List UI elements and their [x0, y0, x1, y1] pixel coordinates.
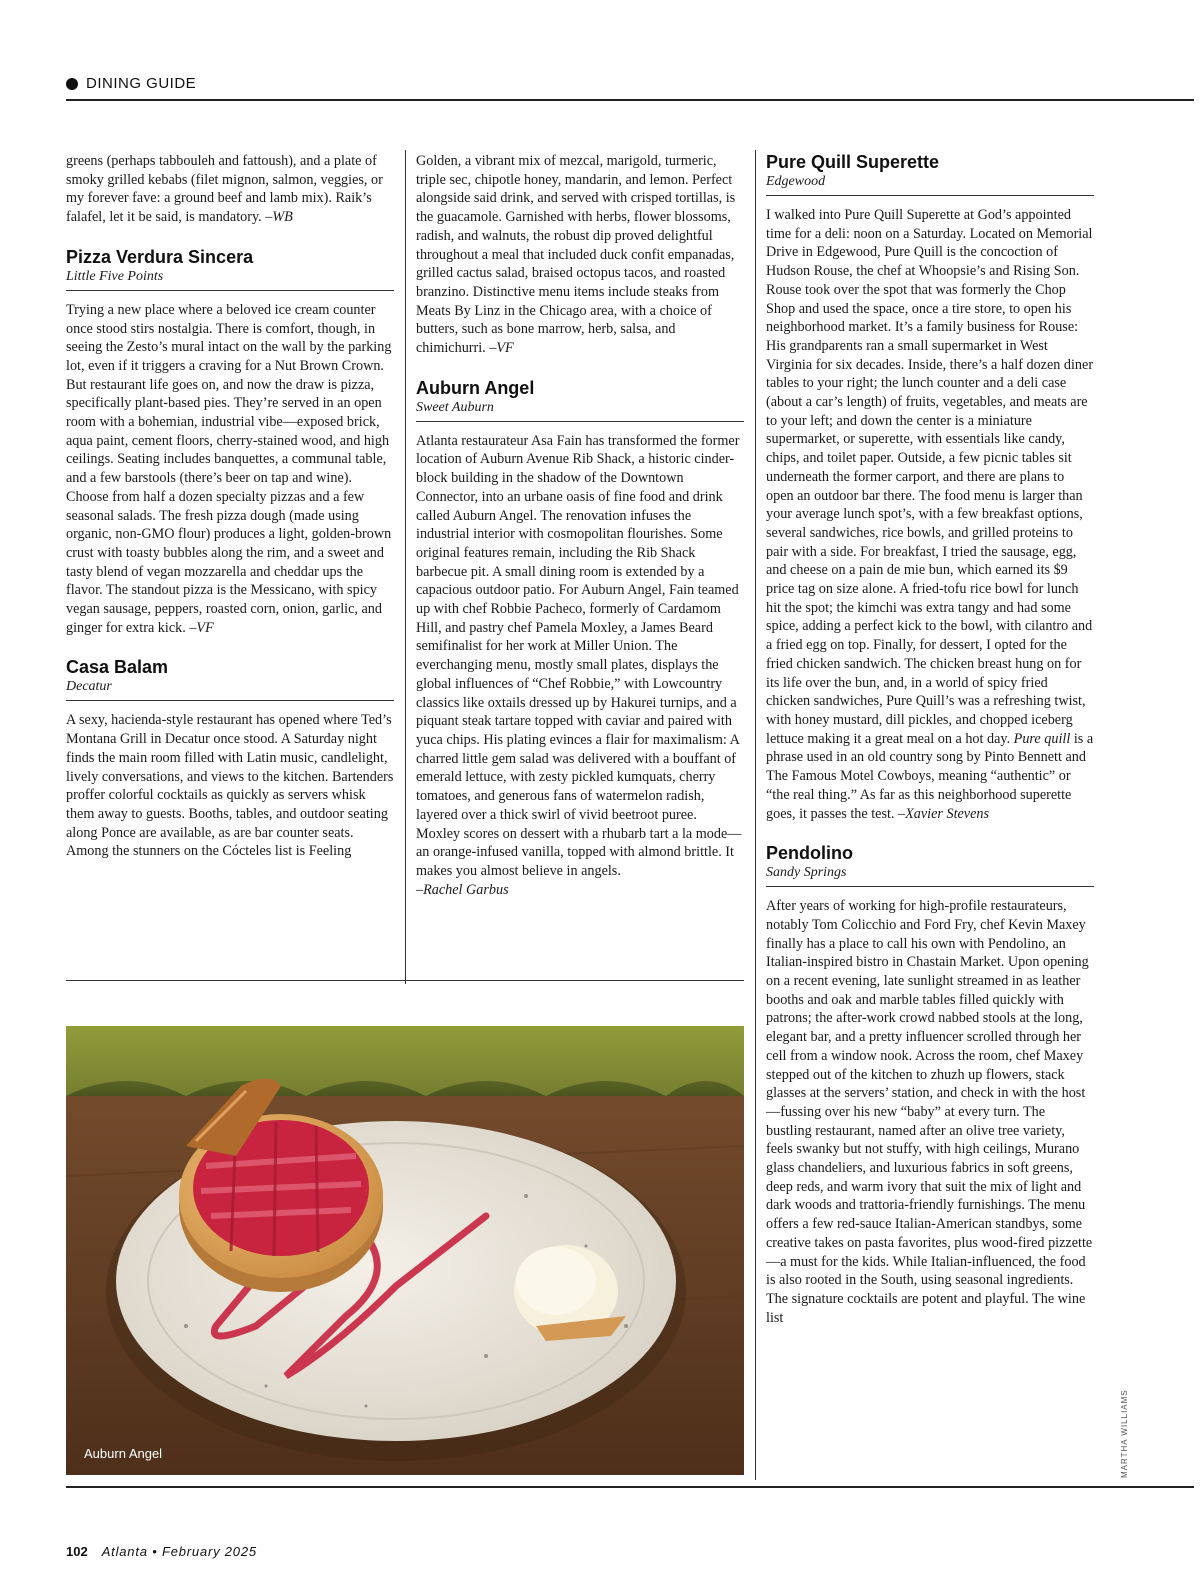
continued-text: greens (perhaps tabbouleh and fattoush), and a plate of smoky grilled kebabs (filet mignon, salmon, veggies, or my forever fave: a ground beef and lamb mix). Raik’s falafel, let it be said, is mandatory. –WB	[66, 153, 383, 226]
column-1	[66, 152, 394, 861]
section-header	[66, 74, 1194, 102]
column-divider-1	[405, 150, 406, 984]
review-body: A sexy, hacienda-style restaurant has opened where Ted’s Montana Grill in Decatur once stood. A Saturday night finds the main room filled with Latin music, candlelight, lively conversations, and views to the kitchen. Bartenders proffer colorful cocktails as quickly as servers whisk them away to guests. Booths, tables, and outdoor seating along Ponce are available, as are bar counter seats. Among the stunners on the Cócteles list is Feeling	[66, 712, 394, 860]
review-body: I walked into Pure Quill Superette at God’s appointed time for a deli: noon on a Saturday. Located on Memorial Drive in Edgewood, Pure Quill is the concoction of Hudson Rouse, the chef at Whoopsie’s and Rising Son. Rouse took over the spot that was formerly the Chop Shop and used the space, once a tire store, to open his neighborhood market. It’s a family business for Rouse: His grandparents ran a small supermarket in West Virginia for six decades. Inside, there’s a half dozen diner tables to your right; the lunch counter and a deli case (about a car’s length) of fruits, vegetables, and meats are to your left; and down the center is a miniature supermarket, or superette, with essentials like candy, chips, and toilet paper. Outside, a few picnic tables sit underneath the former carport, and there are plans to open an outdoor bar there. The food menu is larger than your average lunch spot’s, with a few breakfast options, several sandwiches, rice bowls, and grilled proteins to pair with a side. For breakfast, I tried the sausage, egg, and cheese on a pain de mie bun, which earned its $9 price tag on size alone. A fried-tofu rice bowl for lunch hit the spot; the kimchi was extra tangy and had some spice, adding a perfect kick to the bowl, with cilantro and a fried egg on top. Finally, for dessert, I opted for the fried chicken sandwich. The chicken breast hung on for its life over the bun, and, in a world of spicy fried chicken sandwiches, Pure Quill’s was a refreshing twist, with honey mustard, dill pickles, and chopped iceberg lettuce making it a great meal on a hot day. Pure quill is a phrase used in an old country song by Pinto Bennett and The Famous Motel Cowboys, meaning “authentic” or “the real thing.” As far as this neighborhood superette goes, it passes the test. –Xavier Stevens	[766, 207, 1094, 822]
restaurant-name: Casa Balam	[66, 657, 169, 678]
review-body: Atlanta restaurateur Asa Fain has transformed the former location of Auburn Avenue Rib Shack, a historic cinder-block building in the shadow of the Downtown Connector, into an urbane oasis of fine food and drink called Auburn Angel. The renovation infuses the industrial interior with cosmopolitan flourishes. Some original features remain, including the Rib Shack barbecue pit. A small dining room is extended by a capacious outdoor patio. For Auburn Angel, Fain teamed up with chef Robbie Pacheco, formerly of Cardamom Hill, and pastry chef Pamela Moxley, a James Beard semifinalist for her work at Miller Union. The everchanging menu, mostly small plates, displays the global influences of “Chef Robbie,” with Lowcountry classics like oxtails dressed up by Hakurei turnips, and a piquant steak tartare topped with caviar and paired with yuca chips. His plating evinces a flair for maximalism: A charred little gem salad was delivered with a bouffant of emerald lettuce, with zesty pickled kumquats, cherry tomatoes, and generous fans of watermelon radish, layered over a thick swirl of vivid beetroot puree. Moxley scores on dessert with a rhubarb tart a la mode—an orange-infused vanilla, topped with almond brittle. It makes you almost believe in angels. –Rachel Garbus	[416, 432, 742, 898]
folio	[66, 1544, 257, 1559]
dessert-photo	[66, 1026, 744, 1475]
restaurant-name: Pizza Verdura Sincera	[66, 246, 254, 267]
restaurant-location: Little Five Points	[66, 268, 164, 284]
rhubarb-tart-illustration	[66, 1026, 744, 1475]
restaurant-casa-balam	[66, 657, 394, 861]
footer-rule	[66, 1486, 1194, 1488]
photo-credit-text: MARTHA WILLIAMS	[1120, 1389, 1129, 1478]
restaurant-location: Sandy Springs	[766, 865, 847, 881]
section-title: DINING GUIDE	[86, 75, 197, 92]
section-rule	[766, 886, 1094, 887]
header-rule	[66, 99, 1194, 101]
restaurant-name: Auburn Angel	[416, 377, 535, 398]
section-rule	[66, 700, 394, 701]
restaurant-name: Pendolino	[766, 843, 853, 864]
page-number: 102	[66, 1544, 88, 1559]
text-bottom-rule	[66, 980, 744, 981]
italic-phrase: Pure quill	[1013, 730, 1071, 747]
restaurant-auburn-angel	[416, 378, 744, 900]
restaurant-pizza-verdura-sincera	[66, 247, 394, 638]
restaurant-pure-quill-superette	[766, 152, 1094, 823]
restaurant-location: Edgewood	[766, 174, 826, 189]
restaurant-location: Sweet Auburn	[416, 399, 494, 415]
publication-name: Atlanta • February 2025	[101, 1544, 257, 1559]
byline: –VF	[189, 619, 214, 636]
section-rule	[766, 195, 1094, 196]
bullet-icon	[66, 78, 78, 90]
column-3	[766, 152, 1094, 1327]
byline: –Rachel Garbus	[416, 881, 509, 898]
column-divider-2	[755, 150, 756, 1480]
byline: –Xavier Stevens	[898, 805, 990, 822]
restaurant-pendolino	[766, 843, 1094, 1327]
continued-text: Golden, a vibrant mix of mezcal, marigold, turmeric, triple sec, chipotle honey, mandarin, and lemon. Perfect alongside said drink, and served with crisped tortillas, is the guacamole. Garnished with herbs, flower blossoms, radish, and walnuts, the robust dip proved delightful throughout a meal that included duck confit empanadas, grilled cactus salad, braised octopus tacos, and roasted branzino. Distinctive menu items include steaks from Meats By Linz in the Chicago area, with a choice of butters, such as bone marrow, herb, salsa, and chimichurri. –VF	[416, 153, 736, 357]
restaurant-location: Decatur	[66, 679, 112, 695]
byline: –VF	[489, 340, 514, 357]
review-body: Trying a new place where a beloved ice cream counter once stood stirs nostalgia. There is comfort, though, in seeing the Zesto’s mural intact on the wall by the parking lot, even if it triggers a craving for a Nut Brown Crown. But restaurant life goes on, and now the draw is pizza, specifically plant-based pies. They’re served in an open room with a bohemian, industrial vibe—exposed brick, aqua paint, cement floors, cherry-stained wood, and high ceilings. Seating includes banquettes, a communal table, and a few barstools (there’s beer on tap and wine). Choose from half a dozen specialty pizzas and a few seasonal salads. The fresh pizza dough (made using organic, non-GMO flour) produces a light, golden-brown crust with toasty bubbles along the rim, and a sweet and tasty blend of vegan mozzarella and cheddar ups the flavor. The standout pizza is the Messicano, with spicy vegan sausage, peppers, roasted corn, onion, garlic, and ginger for extra kick. –VF	[66, 301, 392, 636]
section-rule	[66, 290, 394, 291]
photo-credit	[1118, 1390, 1132, 1480]
byline: –WB	[265, 209, 293, 226]
section-rule	[416, 421, 744, 422]
photo-caption: Auburn Angel	[84, 1446, 163, 1461]
column-2	[416, 152, 744, 899]
review-body: After years of working for high-profile restaurateurs, notably Tom Colicchio and Ford Fry, chef Kevin Maxey finally has a place to call his own with Pendolino, an Italian-inspired bistro in Chastain Market. Upon opening on a recent evening, late sunlight streamed in as leather booths and oak and marble tables filled quickly with patrons; the after-work crowd nabbed stools at the long, elegant bar, and a pretty influencer scrolled through her cell from a window nook. Across the room, chef Maxey stepped out of the kitchen to zhuzh up flowers, stack glasses at the servers’ station, and check in with the host—fussing over his new “baby” at every turn. The bustling restaurant, named after an olive tree variety, feels swanky but not stuffy, with high ceilings, Murano glass chandeliers, and luxurious fabrics in soft greens, deep reds, and warm ivory that suit the mix of light and dark woods and trattoria-friendly furnishings. The menu offers a few red-sauce Italian-American standbys, some creative takes on pasta favorites, plus wood-fired pizzette—a must for the kids. While Italian-influenced, the food is also rooted in the South, using seasonal ingredients. The signature cocktails are potent and playful. The wine list	[766, 898, 1093, 1326]
restaurant-name: Pure Quill Superette	[766, 152, 940, 172]
